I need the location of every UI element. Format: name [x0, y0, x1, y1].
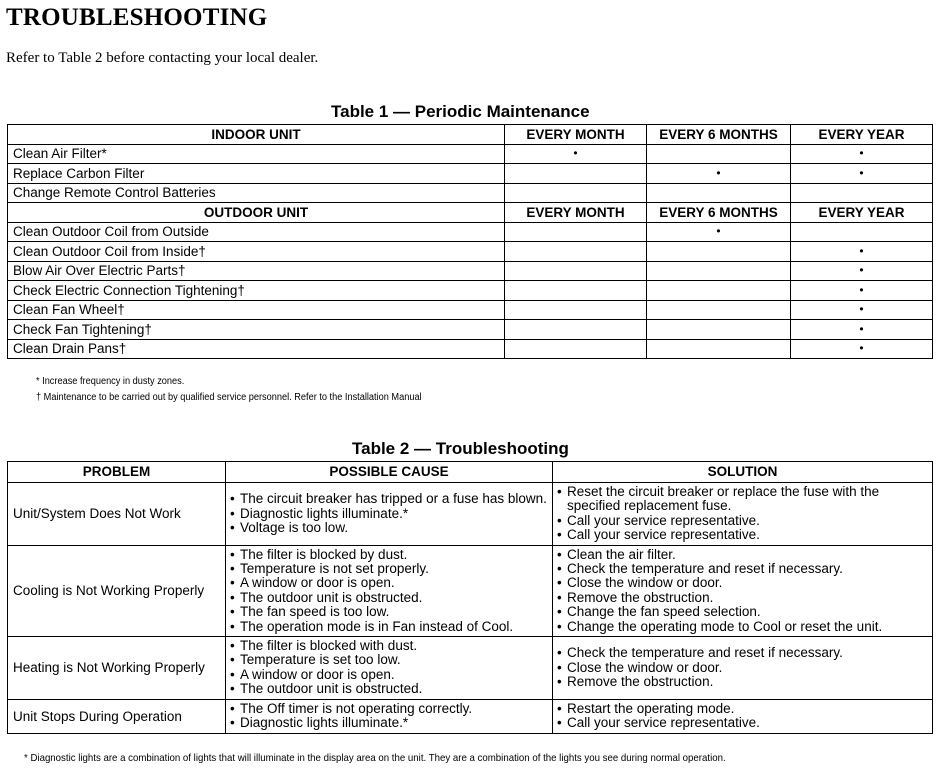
frequency-column-header: EVERY MONTH: [505, 203, 647, 223]
frequency-cell: [791, 281, 933, 301]
frequency-cell: [647, 300, 791, 320]
problem-cell: Heating is Not Working Properly: [8, 637, 226, 700]
cause-item: • A window or door is open.: [230, 576, 548, 590]
frequency-column-header: EVERY 6 MONTHS: [647, 125, 791, 145]
frequency-cell: [505, 222, 647, 242]
solution-list: [557, 702, 928, 731]
header-problem: PROBLEM: [8, 462, 226, 483]
maintenance-row: [8, 281, 933, 301]
maintenance-task: Blow Air Over Electric Parts†: [8, 261, 505, 281]
cause-item: • The fan speed is too low.: [230, 605, 548, 619]
solution-item: • Change the operating mode to Cool or reset the unit.: [557, 620, 928, 634]
frequency-cell: [505, 261, 647, 281]
solution-item: • Check the temperature and reset if necessary.: [557, 562, 928, 576]
maintenance-row: [8, 164, 933, 184]
section-header-row: [8, 125, 933, 145]
bullet-mark: •: [859, 282, 864, 297]
cause-list: [230, 492, 548, 535]
solution-item: • Remove the obstruction.: [557, 675, 928, 689]
solution-item: • Close the window or door.: [557, 576, 928, 590]
maintenance-task: Replace Carbon Filter: [8, 164, 505, 184]
frequency-cell: [647, 339, 791, 359]
table1-notes: [36, 374, 422, 406]
frequency-cell: [647, 242, 791, 262]
frequency-cell: [505, 144, 647, 164]
header-solution: SOLUTION: [553, 462, 933, 483]
troubleshooting-row: [8, 637, 933, 700]
maintenance-task: Change Remote Control Batteries: [8, 183, 505, 203]
frequency-cell: [791, 261, 933, 281]
frequency-cell: [791, 320, 933, 340]
bullet-mark: •: [573, 146, 578, 161]
cause-item: • The filter is blocked by dust.: [230, 548, 548, 562]
frequency-cell: [791, 222, 933, 242]
maintenance-task: Clean Outdoor Coil from Outside: [8, 222, 505, 242]
frequency-cell: [647, 281, 791, 301]
cause-cell: [226, 637, 553, 700]
solution-item: • Check the temperature and reset if necessary.: [557, 646, 928, 660]
frequency-cell: [505, 164, 647, 184]
cause-item: • Voltage is too low.: [230, 521, 548, 535]
cause-cell: [226, 483, 553, 546]
bullet-mark: •: [859, 302, 864, 317]
solution-list: [557, 485, 928, 543]
maintenance-row: [8, 242, 933, 262]
maintenance-row: [8, 222, 933, 242]
troubleshooting-table: [7, 461, 933, 734]
maintenance-row: [8, 261, 933, 281]
solution-list: [557, 548, 928, 634]
page-title: TROUBLESHOOTING: [6, 4, 268, 31]
frequency-cell: [791, 300, 933, 320]
solution-item: • Clean the air filter.: [557, 548, 928, 562]
maintenance-task: Check Electric Connection Tightening†: [8, 281, 505, 301]
frequency-cell: [505, 320, 647, 340]
frequency-cell: [791, 183, 933, 203]
cause-cell: [226, 545, 553, 636]
problem-cell: Unit Stops During Operation: [8, 699, 226, 733]
troubleshooting-row: [8, 545, 933, 636]
bullet-mark: •: [859, 321, 864, 336]
cause-item: • Diagnostic lights illuminate.*: [230, 507, 548, 521]
frequency-column-header: EVERY 6 MONTHS: [647, 203, 791, 223]
section-header-row: [8, 203, 933, 223]
solution-item: • Call your service representative.: [557, 716, 928, 730]
frequency-cell: [505, 242, 647, 262]
note-qualified-personnel: † Maintenance to be carried out by qualified service personnel. Refer to the Installation Manual: [36, 392, 422, 403]
cause-list: [230, 548, 548, 634]
solution-item: • Call your service representative.: [557, 514, 928, 528]
solution-cell: [553, 545, 933, 636]
maintenance-row: [8, 183, 933, 203]
bullet-mark: •: [859, 146, 864, 161]
frequency-cell: [647, 183, 791, 203]
solution-item: • Restart the operating mode.: [557, 702, 928, 716]
cause-item: • The circuit breaker has tripped or a fuse has blown.: [230, 492, 548, 506]
maintenance-task: Clean Air Filter*: [8, 144, 505, 164]
cause-item: • The outdoor unit is obstructed.: [230, 682, 548, 696]
table2-header-row: [8, 462, 933, 483]
frequency-cell: [647, 164, 791, 184]
bullet-mark: •: [716, 224, 721, 239]
frequency-column-header: EVERY YEAR: [791, 125, 933, 145]
troubleshooting-row: [8, 483, 933, 546]
frequency-cell: [505, 300, 647, 320]
table2-caption: Table 2 — Troubleshooting: [352, 439, 569, 458]
frequency-cell: [505, 183, 647, 203]
solution-item: • Reset the circuit breaker or replace the fuse with the specified replacement fuse.: [557, 485, 928, 514]
cause-cell: [226, 699, 553, 733]
maintenance-task: Clean Drain Pans†: [8, 339, 505, 359]
troubleshooting-row: [8, 699, 933, 733]
solution-list: [557, 646, 928, 689]
frequency-cell: [647, 144, 791, 164]
problem-cell: Cooling is Not Working Properly: [8, 545, 226, 636]
section-header: OUTDOOR UNIT: [8, 203, 505, 223]
cause-item: • Temperature is not set properly.: [230, 562, 548, 576]
cause-list: [230, 702, 548, 731]
frequency-column-header: EVERY YEAR: [791, 203, 933, 223]
frequency-cell: [505, 339, 647, 359]
cause-item: • The Off timer is not operating correctly.: [230, 702, 548, 716]
maintenance-row: [8, 144, 933, 164]
frequency-cell: [791, 144, 933, 164]
frequency-cell: [647, 222, 791, 242]
maintenance-row: [8, 300, 933, 320]
solution-item: • Change the fan speed selection.: [557, 605, 928, 619]
bullet-mark: •: [859, 341, 864, 356]
maintenance-task: Clean Outdoor Coil from Inside†: [8, 242, 505, 262]
table1-caption: Table 1 — Periodic Maintenance: [331, 102, 590, 121]
diagnostic-footnote: * Diagnostic lights are a combination of lights that will illuminate in the display area on the unit. They are a combination of the lights you see during normal operation.: [24, 752, 726, 764]
frequency-cell: [791, 242, 933, 262]
frequency-cell: [791, 164, 933, 184]
section-header: INDOOR UNIT: [8, 125, 505, 145]
cause-item: • The operation mode is in Fan instead of Cool.: [230, 620, 548, 634]
solution-cell: [553, 699, 933, 733]
frequency-cell: [647, 320, 791, 340]
solution-cell: [553, 637, 933, 700]
header-possible-cause: POSSIBLE CAUSE: [226, 462, 553, 483]
cause-item: • The outdoor unit is obstructed.: [230, 591, 548, 605]
solution-item: • Close the window or door.: [557, 661, 928, 675]
frequency-column-header: EVERY MONTH: [505, 125, 647, 145]
maintenance-row: [8, 339, 933, 359]
bullet-mark: •: [859, 165, 864, 180]
solution-item: • Call your service representative.: [557, 528, 928, 542]
cause-item: • Diagnostic lights illuminate.*: [230, 716, 548, 730]
bullet-mark: •: [859, 243, 864, 258]
frequency-cell: [791, 339, 933, 359]
cause-item: • The filter is blocked with dust.: [230, 639, 548, 653]
problem-cell: Unit/System Does Not Work: [8, 483, 226, 546]
cause-item: • A window or door is open.: [230, 668, 548, 682]
maintenance-task: Check Fan Tightening†: [8, 320, 505, 340]
frequency-cell: [505, 281, 647, 301]
solution-item: • Remove the obstruction.: [557, 591, 928, 605]
intro-text: Refer to Table 2 before contacting your local dealer.: [6, 50, 319, 66]
cause-item: • Temperature is set too low.: [230, 653, 548, 667]
maintenance-table: [7, 124, 933, 359]
maintenance-task: Clean Fan Wheel†: [8, 300, 505, 320]
bullet-mark: •: [716, 165, 721, 180]
cause-list: [230, 639, 548, 697]
frequency-cell: [647, 261, 791, 281]
solution-cell: [553, 483, 933, 546]
maintenance-row: [8, 320, 933, 340]
bullet-mark: •: [859, 263, 864, 278]
note-dusty-zones: * Increase frequency in dusty zones.: [36, 376, 185, 387]
